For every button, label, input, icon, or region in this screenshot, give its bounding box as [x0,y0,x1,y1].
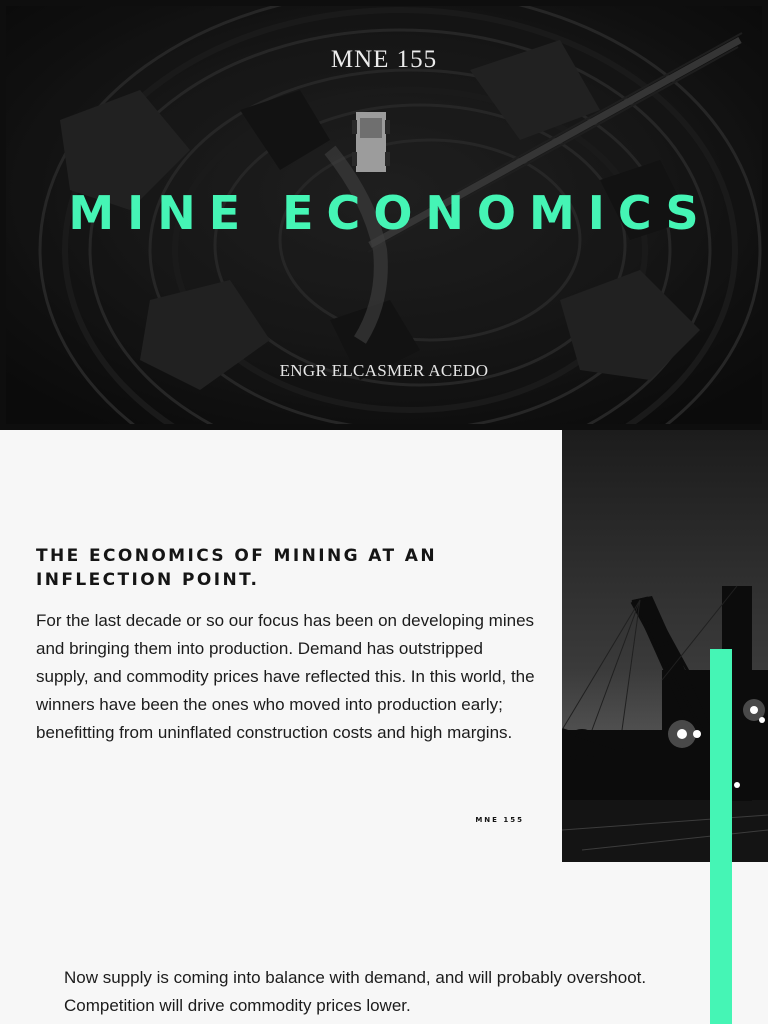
section-heading: THE ECONOMICS OF MINING AT AN INFLECTION POINT. [36,546,437,590]
author-name: ENGR ELCASMER ACEDO [279,361,489,380]
body-paragraph: For the last decade or so our focus has been on developing mines and bringing them into production. Demand has outstripped supply, and commodity prices have reflected this. In this world, the winners have been the ones who moved into production early; benefitting from uninflated construction costs and high margins. [36,611,535,742]
course-code: MNE 155 [330,46,438,73]
slide-footer-code: MNE 155 [475,816,524,824]
cover-slide [0,0,768,430]
accent-bar [710,649,732,1024]
body-paragraph-2: Now supply is coming into balance with demand, and will probably overshoot. Competition will drive commodity prices lower. [64,968,647,1015]
cover-title: MINE ECONOMICS [68,186,712,240]
content-slide [0,430,768,1024]
mining-excavator-photo [562,430,768,862]
